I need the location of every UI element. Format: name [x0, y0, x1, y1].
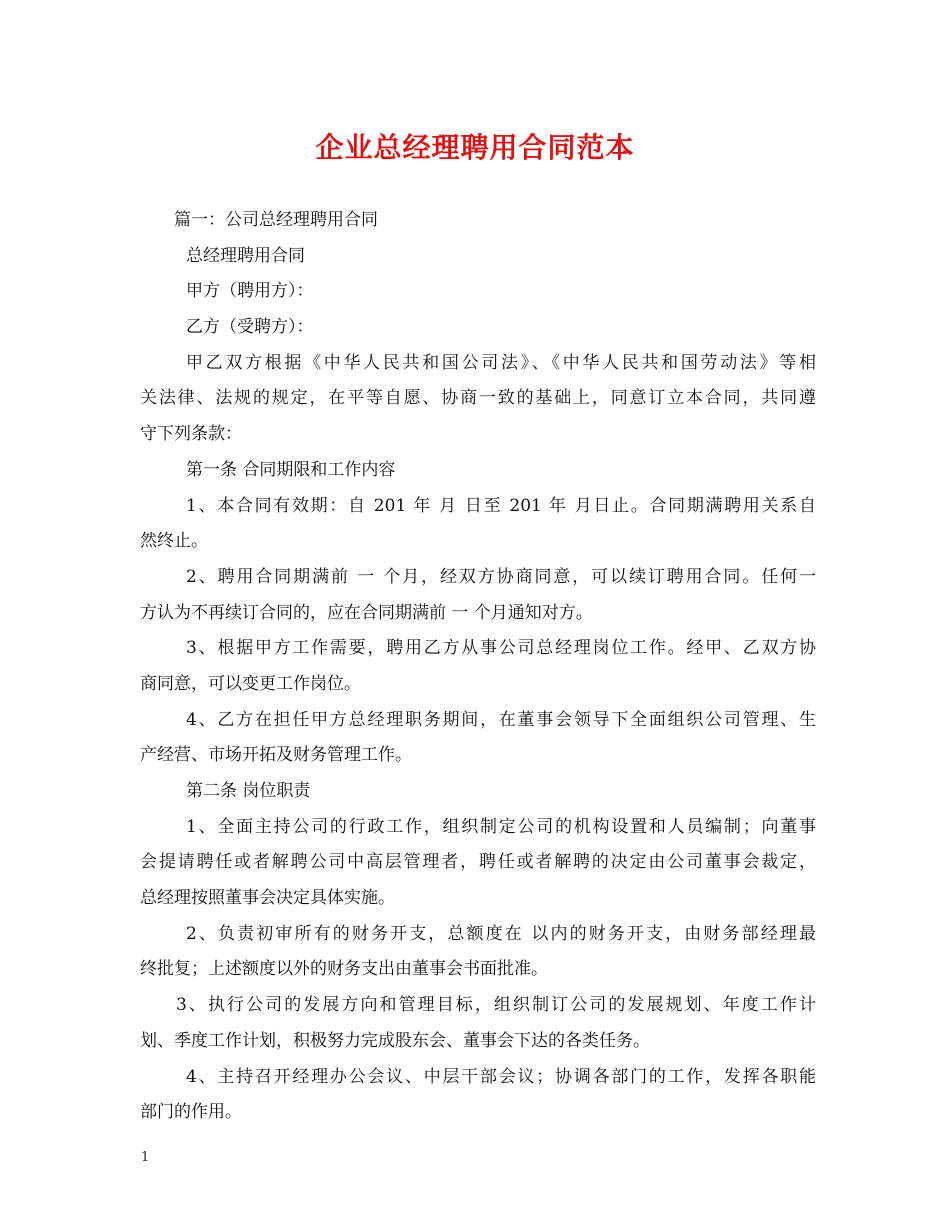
paragraph-line: 3、根据甲方工作需要，聘用乙方从事公司总经理岗位工作。经甲、乙双方协 — [186, 638, 816, 659]
document-title: 企业总经理聘用合同范本 — [315, 131, 635, 164]
article-heading: 第二条 岗位职责 — [186, 781, 311, 801]
document-body — [140, 203, 816, 1131]
paragraph-line: 终批复；上述额度以外的财务支出由董事会书面批准。 — [140, 959, 548, 980]
paragraph-line: 1、本合同有效期：自 201 年 月 日至 201 年 月日止。合同期满聘用关系自 — [186, 495, 816, 516]
paragraph-line: 2、负责初审所有的财务开支，总额度在 以内的财务开支，由财务部经理最 — [186, 923, 816, 944]
article-heading: 第一条 合同期限和工作内容 — [186, 459, 396, 480]
paragraph-line: 产经营、市场开拓及财务管理工作。 — [140, 745, 412, 766]
contract-title: 总经理聘用合同 — [186, 245, 305, 266]
paragraph-line: 关法律、法规的规定，在平等自愿、协商一致的基础上，同意订立本合同，共同遵 — [140, 388, 816, 409]
party-a-line: 甲方（聘用方）： — [186, 281, 314, 302]
paragraph-line: 4、主持召开经理办公会议、中层干部会议；协调各部门的工作，发挥各职能 — [186, 1066, 816, 1087]
party-b-line: 乙方（受聘方）： — [186, 317, 314, 338]
page-number: 1 — [141, 1150, 150, 1165]
paragraph-line: 1、全面主持公司的行政工作，组织制定公司的机构设置和人员编制；向董事 — [186, 816, 816, 837]
paragraph-line: 2、聘用合同期满前 一 个月，经双方协商同意，可以续订聘用合同。任何一 — [186, 566, 816, 587]
paragraph-line: 甲乙双方根据《中华人民共和国公司法》、《中华人民共和国劳动法》等相 — [186, 352, 816, 373]
paragraph-line: 3、执行公司的发展方向和管理目标，组织制订公司的发展规划、年度工作计 — [176, 995, 816, 1016]
paragraph-line: 部门的作用。 — [140, 1102, 242, 1123]
paragraph-line: 4、乙方在担任甲方总经理职务期间，在董事会领导下全面组织公司管理、生 — [186, 709, 816, 730]
paragraph-line: 划、季度工作计划，积极努力完成股东会、董事会下达的各类任务。 — [140, 1030, 650, 1051]
paragraph-line: 总经理按照董事会决定具体实施。 — [140, 888, 395, 909]
paragraph-line: 商同意，可以变更工作岗位。 — [140, 673, 361, 694]
paragraph-line: 会提请聘任或者解聘公司中高层管理者，聘任或者解聘的决定由公司董事会裁定， — [140, 852, 816, 873]
paragraph-line: 守下列条款： — [140, 424, 242, 445]
section-heading: 篇一：公司总经理聘用合同 — [174, 210, 378, 230]
paragraph-line: 方认为不再续订合同的，应在合同期满前 一 个月通知对方。 — [140, 602, 593, 623]
paragraph-line: 然终止。 — [140, 531, 208, 552]
